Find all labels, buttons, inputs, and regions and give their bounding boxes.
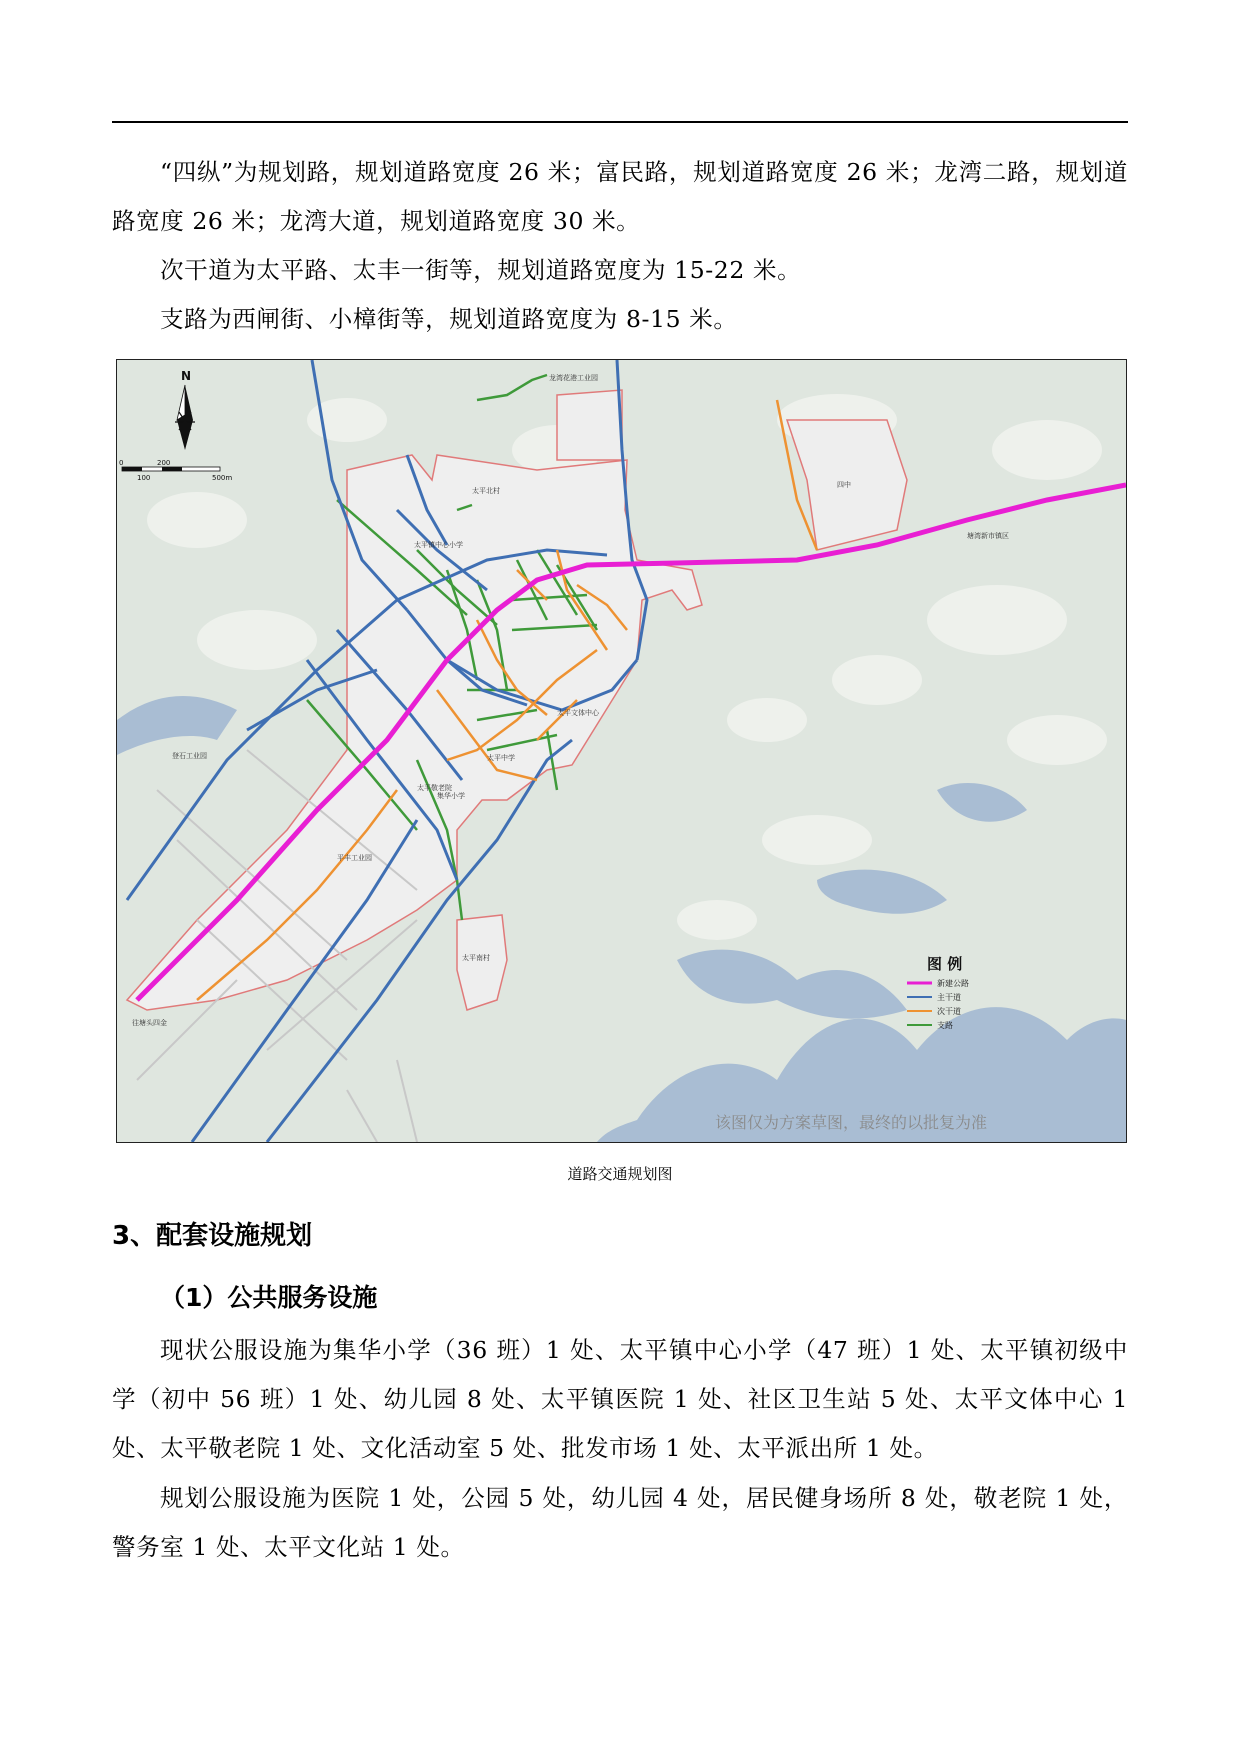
subsection-heading: （1）公共服务设施 [160,1283,378,1312]
paragraph-branch-roads: 支路为西闸街、小樟街等，规划道路宽度为 8-15 米。 [160,305,738,333]
map-watermark: 该图仅为方案草图，最终的以批复为准 [715,1113,988,1132]
legend-label-branch: 支路 [937,1021,953,1030]
label-left-zone: 登石工业园 [172,752,207,760]
north-label: N [181,369,192,383]
label-center-e: 太平敬老院 [417,784,452,792]
section-heading: 3、配套设施规划 [112,1221,313,1251]
scale-tick-0: 0 [119,459,124,467]
header-rule [112,121,1128,123]
label-bottom-left: 往塘头四金 [132,1019,167,1027]
label-south-village: 太平南村 [462,954,490,962]
legend-label-main: 主干道 [937,993,961,1002]
label-right-village: 四中 [837,481,851,489]
paragraph-planned-facilities: 规划公服设施为医院 1 处，公园 5 处，幼儿园 4 处，居民健身场所 8 处，敬老院 1 处，警务室 1 处、太平文化站 1 处。 [112,1484,1128,1561]
label-center-a: 太平镇中心小学 [414,541,463,549]
label-center-d: 太平文体中心 [557,709,599,717]
legend-title: 图 例 [927,955,963,973]
road-traffic-plan-map [116,359,1127,1143]
paragraph-road-widths: “四纵”为规划路，规划道路宽度 26 米；富民路，规划道路宽度 26 米；龙湾二路，规划道路宽度 26 米；龙湾大道，规划道路宽度 30 米。 [112,158,1128,235]
paragraph-existing-facilities: 现状公服设施为集华小学（36 班）1 处、太平镇中心小学（47 班）1 处、太平镇初级中学（初中 56 班）1 处、幼儿园 8 处、太平镇医院 1 处、社区卫生站 5 处、太平文体中心 1 处、太平敬老院 1 处、文化活动室 5 处、批发市场 1 处、太平派出所 1 处。 [112,1336,1128,1462]
label-center-c: 集华小学 [437,792,465,800]
label-south-zone: 平丰工业园 [337,854,372,862]
paragraph-secondary-roads: 次干道为太平路、太丰一街等，规划道路宽度为 15-22 米。 [160,256,802,284]
label-right-edge: 塘湾新市镇区 [967,532,1009,540]
legend-label-secondary: 次干道 [937,1007,961,1016]
scale-tick-500m: 500m [212,474,233,482]
scale-tick-200: 200 [157,459,171,467]
legend-label-highway: 新建公路 [937,979,969,988]
scale-tick-100: 100 [137,474,151,482]
map-canvas [117,360,1126,1142]
label-center-b: 太平中学 [487,754,515,762]
label-north-village: 太平北村 [472,487,500,495]
map-caption: 道路交通规划图 [567,1165,673,1183]
label-top-industrial: 龙湾花港工业园 [549,374,598,382]
